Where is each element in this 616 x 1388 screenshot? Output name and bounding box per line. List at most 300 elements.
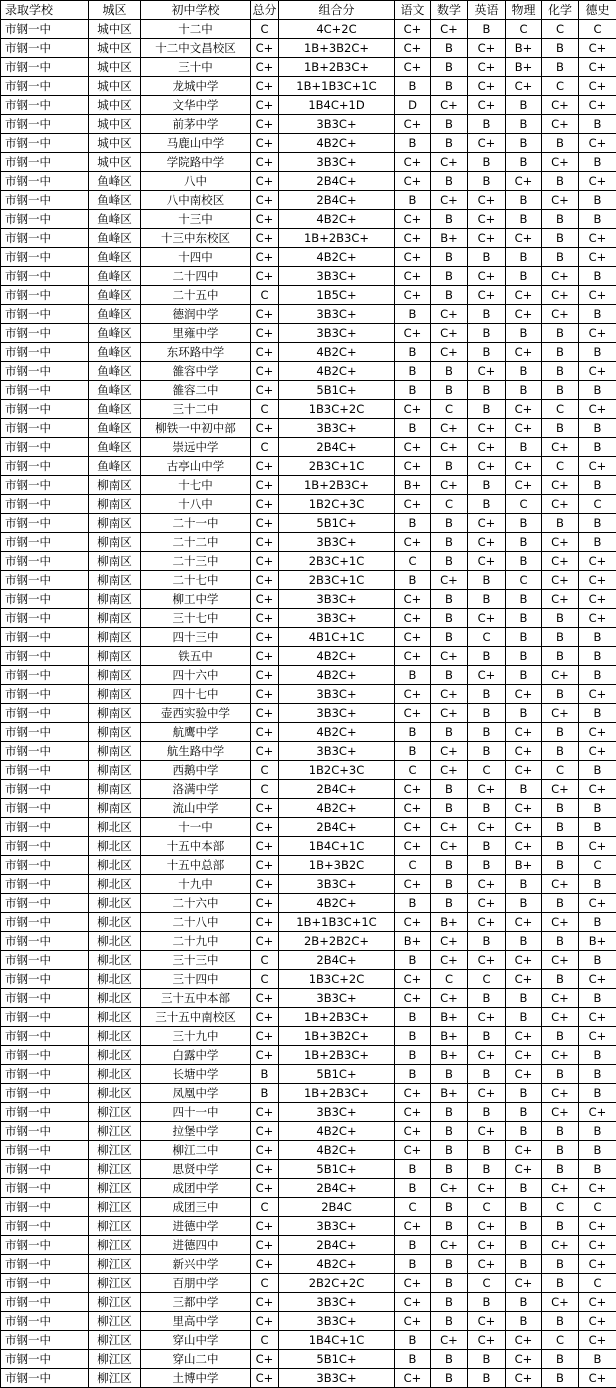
cell-total: C+ bbox=[251, 58, 279, 77]
cell-combined-score: 3B3C+ bbox=[279, 1369, 395, 1388]
cell-middle-school: 文华中学 bbox=[141, 96, 251, 115]
cell-chinese: C+ bbox=[395, 1103, 431, 1122]
cell-district: 柳北区 bbox=[89, 970, 141, 989]
cell-admission-school: 市钢一中 bbox=[1, 1350, 89, 1369]
cell-moral-history: C bbox=[579, 495, 616, 514]
cell-math: B bbox=[431, 1312, 468, 1331]
cell-admission-school: 市钢一中 bbox=[1, 191, 89, 210]
cell-total: C+ bbox=[251, 305, 279, 324]
cell-english: B bbox=[468, 590, 506, 609]
cell-moral-history: C+ bbox=[579, 96, 616, 115]
cell-chemistry: C+ bbox=[542, 286, 579, 305]
cell-combined-score: 1B+3B2C bbox=[279, 856, 395, 875]
cell-middle-school: 四十六中 bbox=[141, 666, 251, 685]
cell-chinese: C bbox=[395, 552, 431, 571]
cell-chinese: B bbox=[395, 1350, 431, 1369]
cell-combined-score: 1B+2B3C+ bbox=[279, 58, 395, 77]
cell-chinese: B bbox=[395, 77, 431, 96]
cell-district: 柳江区 bbox=[89, 1103, 141, 1122]
cell-middle-school: 成团三中 bbox=[141, 1198, 251, 1217]
cell-english: C+ bbox=[468, 818, 506, 837]
cell-total: C+ bbox=[251, 77, 279, 96]
cell-chemistry: B bbox=[542, 381, 579, 400]
cell-combined-score: 4B2C+ bbox=[279, 1141, 395, 1160]
cell-chemistry: B bbox=[542, 723, 579, 742]
cell-middle-school: 百朋中学 bbox=[141, 1274, 251, 1293]
cell-middle-school: 西鹅中学 bbox=[141, 761, 251, 780]
table-row bbox=[1, 609, 616, 628]
cell-admission-school: 市钢一中 bbox=[1, 1065, 89, 1084]
cell-math: C+ bbox=[431, 191, 468, 210]
table-row bbox=[1, 913, 616, 932]
cell-total: B bbox=[251, 1084, 279, 1103]
cell-admission-school: 市钢一中 bbox=[1, 248, 89, 267]
cell-english: C+ bbox=[468, 1179, 506, 1198]
header-admission-school: 录取学校 bbox=[1, 1, 89, 20]
cell-chemistry: B bbox=[542, 1160, 579, 1179]
cell-combined-score: 2B2C+2C bbox=[279, 1274, 395, 1293]
cell-district: 柳江区 bbox=[89, 1293, 141, 1312]
cell-math: C bbox=[431, 400, 468, 419]
cell-total: C+ bbox=[251, 1179, 279, 1198]
cell-english: B bbox=[468, 704, 506, 723]
cell-middle-school: 进德四中 bbox=[141, 1236, 251, 1255]
cell-math: C bbox=[431, 495, 468, 514]
cell-admission-school: 市钢一中 bbox=[1, 1198, 89, 1217]
cell-english: B bbox=[468, 1065, 506, 1084]
cell-combined-score: 3B3C+ bbox=[279, 115, 395, 134]
cell-combined-score: 1B+2B3C+ bbox=[279, 229, 395, 248]
cell-chinese: C+ bbox=[395, 628, 431, 647]
header-physics: 物理 bbox=[506, 1, 542, 20]
table-row bbox=[1, 1046, 616, 1065]
cell-math: B+ bbox=[431, 229, 468, 248]
cell-total: C+ bbox=[251, 229, 279, 248]
cell-admission-school: 市钢一中 bbox=[1, 419, 89, 438]
cell-district: 柳北区 bbox=[89, 1008, 141, 1027]
cell-moral-history: C+ bbox=[579, 1293, 616, 1312]
cell-combined-score: 1B+2B3C+ bbox=[279, 476, 395, 495]
cell-physics: B bbox=[506, 666, 542, 685]
cell-english: C+ bbox=[468, 210, 506, 229]
cell-district: 柳北区 bbox=[89, 1065, 141, 1084]
cell-total: C+ bbox=[251, 685, 279, 704]
cell-english: C+ bbox=[468, 286, 506, 305]
cell-chemistry: C+ bbox=[542, 115, 579, 134]
cell-middle-school: 四十三中 bbox=[141, 628, 251, 647]
cell-total: C+ bbox=[251, 590, 279, 609]
cell-moral-history: B bbox=[579, 951, 616, 970]
cell-district: 柳北区 bbox=[89, 875, 141, 894]
cell-physics: B bbox=[506, 1198, 542, 1217]
cell-moral-history: B bbox=[579, 153, 616, 172]
cell-english: C+ bbox=[468, 134, 506, 153]
cell-middle-school: 十八中 bbox=[141, 495, 251, 514]
cell-combined-score: 2B4C bbox=[279, 1198, 395, 1217]
cell-middle-school: 古亭山中学 bbox=[141, 457, 251, 476]
cell-physics: C+ bbox=[506, 457, 542, 476]
cell-moral-history: B bbox=[579, 704, 616, 723]
cell-physics: B bbox=[506, 153, 542, 172]
cell-physics: B bbox=[506, 875, 542, 894]
cell-math: C+ bbox=[431, 153, 468, 172]
cell-physics: C+ bbox=[506, 1160, 542, 1179]
cell-chemistry: B bbox=[542, 932, 579, 951]
cell-math: B bbox=[431, 1065, 468, 1084]
cell-english: B bbox=[468, 324, 506, 343]
cell-district: 柳江区 bbox=[89, 1331, 141, 1350]
cell-district: 柳北区 bbox=[89, 837, 141, 856]
cell-admission-school: 市钢一中 bbox=[1, 495, 89, 514]
cell-total: C+ bbox=[251, 191, 279, 210]
cell-chinese: C+ bbox=[395, 913, 431, 932]
cell-middle-school: 流山中学 bbox=[141, 799, 251, 818]
cell-total: C bbox=[251, 951, 279, 970]
header-combined-score: 组合分 bbox=[279, 1, 395, 20]
cell-moral-history: B bbox=[579, 1065, 616, 1084]
cell-english: C+ bbox=[468, 229, 506, 248]
cell-chinese: B bbox=[395, 514, 431, 533]
cell-math: C+ bbox=[431, 1179, 468, 1198]
cell-moral-history: C bbox=[579, 1198, 616, 1217]
cell-total: C+ bbox=[251, 115, 279, 134]
cell-combined-score: 1B+1B3C+1C bbox=[279, 913, 395, 932]
cell-english: C+ bbox=[468, 438, 506, 457]
cell-math: B bbox=[431, 552, 468, 571]
cell-total: C+ bbox=[251, 989, 279, 1008]
cell-combined-score: 1B4C+1C bbox=[279, 1331, 395, 1350]
cell-total: C+ bbox=[251, 1122, 279, 1141]
table-row bbox=[1, 381, 616, 400]
cell-district: 柳南区 bbox=[89, 647, 141, 666]
cell-total: C+ bbox=[251, 723, 279, 742]
cell-chinese: B bbox=[395, 723, 431, 742]
table-row bbox=[1, 77, 616, 96]
cell-combined-score: 1B4C+1D bbox=[279, 96, 395, 115]
cell-moral-history: C+ bbox=[579, 571, 616, 590]
cell-district: 柳南区 bbox=[89, 552, 141, 571]
cell-district: 柳江区 bbox=[89, 1141, 141, 1160]
cell-physics: C+ bbox=[506, 951, 542, 970]
cell-english: C+ bbox=[468, 267, 506, 286]
cell-total: C+ bbox=[251, 628, 279, 647]
cell-physics: C+ bbox=[506, 400, 542, 419]
table-row bbox=[1, 704, 616, 723]
cell-chemistry: B bbox=[542, 1274, 579, 1293]
cell-admission-school: 市钢一中 bbox=[1, 1217, 89, 1236]
cell-english: C+ bbox=[468, 514, 506, 533]
cell-combined-score: 3B3C+ bbox=[279, 704, 395, 723]
cell-district: 柳南区 bbox=[89, 514, 141, 533]
cell-math: C+ bbox=[431, 742, 468, 761]
table-row bbox=[1, 362, 616, 381]
cell-admission-school: 市钢一中 bbox=[1, 552, 89, 571]
cell-combined-score: 4B2C+ bbox=[279, 343, 395, 362]
cell-middle-school: 学院路中学 bbox=[141, 153, 251, 172]
cell-moral-history: B+ bbox=[579, 932, 616, 951]
cell-physics: C+ bbox=[506, 1350, 542, 1369]
cell-admission-school: 市钢一中 bbox=[1, 628, 89, 647]
cell-physics: B bbox=[506, 704, 542, 723]
cell-combined-score: 4B2C+ bbox=[279, 666, 395, 685]
cell-district: 鱼峰区 bbox=[89, 210, 141, 229]
cell-moral-history: B bbox=[579, 267, 616, 286]
cell-moral-history: C+ bbox=[579, 324, 616, 343]
cell-math: B bbox=[431, 875, 468, 894]
table-row bbox=[1, 400, 616, 419]
table-row bbox=[1, 875, 616, 894]
cell-middle-school: 航生路中学 bbox=[141, 742, 251, 761]
cell-middle-school: 三十三中 bbox=[141, 951, 251, 970]
cell-middle-school: 崇远中学 bbox=[141, 438, 251, 457]
cell-moral-history: C+ bbox=[579, 609, 616, 628]
cell-middle-school: 壶西实验中学 bbox=[141, 704, 251, 723]
cell-chemistry: B bbox=[542, 856, 579, 875]
cell-english: C+ bbox=[468, 894, 506, 913]
cell-admission-school: 市钢一中 bbox=[1, 305, 89, 324]
table-row bbox=[1, 495, 616, 514]
cell-chemistry: B bbox=[542, 1027, 579, 1046]
cell-chemistry: B bbox=[542, 1217, 579, 1236]
cell-chinese: B bbox=[395, 1027, 431, 1046]
cell-district: 城中区 bbox=[89, 134, 141, 153]
cell-chinese: C+ bbox=[395, 495, 431, 514]
cell-admission-school: 市钢一中 bbox=[1, 1369, 89, 1388]
cell-english: B bbox=[468, 723, 506, 742]
cell-moral-history: C+ bbox=[579, 134, 616, 153]
cell-physics: C+ bbox=[506, 799, 542, 818]
cell-english: C+ bbox=[468, 609, 506, 628]
cell-middle-school: 白露中学 bbox=[141, 1046, 251, 1065]
cell-district: 鱼峰区 bbox=[89, 267, 141, 286]
cell-math: B bbox=[431, 894, 468, 913]
cell-english: B bbox=[468, 20, 506, 39]
cell-english: C+ bbox=[468, 362, 506, 381]
cell-middle-school: 三十五中南校区 bbox=[141, 1008, 251, 1027]
cell-admission-school: 市钢一中 bbox=[1, 115, 89, 134]
cell-total: C+ bbox=[251, 1141, 279, 1160]
cell-moral-history: B bbox=[579, 343, 616, 362]
cell-moral-history: B bbox=[579, 1046, 616, 1065]
cell-moral-history: C+ bbox=[579, 685, 616, 704]
cell-physics: B bbox=[506, 514, 542, 533]
cell-district: 柳北区 bbox=[89, 989, 141, 1008]
cell-chemistry: C+ bbox=[542, 780, 579, 799]
table-row bbox=[1, 1312, 616, 1331]
table-row bbox=[1, 248, 616, 267]
cell-math: C+ bbox=[431, 989, 468, 1008]
table-row bbox=[1, 647, 616, 666]
cell-english: B bbox=[468, 571, 506, 590]
cell-chemistry: B bbox=[542, 1350, 579, 1369]
cell-admission-school: 市钢一中 bbox=[1, 1122, 89, 1141]
cell-english: C+ bbox=[468, 39, 506, 58]
cell-middle-school: 四十一中 bbox=[141, 1103, 251, 1122]
cell-math: C+ bbox=[431, 343, 468, 362]
cell-combined-score: 5B1C+ bbox=[279, 381, 395, 400]
cell-chemistry: C+ bbox=[542, 533, 579, 552]
cell-middle-school: 二十七中 bbox=[141, 571, 251, 590]
cell-chemistry: B bbox=[542, 628, 579, 647]
cell-physics: C+ bbox=[506, 172, 542, 191]
cell-district: 柳江区 bbox=[89, 1350, 141, 1369]
cell-combined-score: 1B+3B2C+ bbox=[279, 1027, 395, 1046]
cell-admission-school: 市钢一中 bbox=[1, 894, 89, 913]
cell-district: 柳南区 bbox=[89, 742, 141, 761]
table-row bbox=[1, 1160, 616, 1179]
cell-physics: B bbox=[506, 1293, 542, 1312]
cell-chemistry: B bbox=[542, 343, 579, 362]
table-row bbox=[1, 153, 616, 172]
cell-middle-school: 四十七中 bbox=[141, 685, 251, 704]
cell-chemistry: B bbox=[542, 172, 579, 191]
cell-total: C+ bbox=[251, 894, 279, 913]
cell-middle-school: 十五中总部 bbox=[141, 856, 251, 875]
cell-middle-school: 穿山中学 bbox=[141, 1331, 251, 1350]
cell-math: B bbox=[431, 381, 468, 400]
cell-admission-school: 市钢一中 bbox=[1, 210, 89, 229]
cell-combined-score: 2B4C+ bbox=[279, 818, 395, 837]
cell-physics: B bbox=[506, 780, 542, 799]
cell-admission-school: 市钢一中 bbox=[1, 153, 89, 172]
table-row bbox=[1, 837, 616, 856]
cell-chemistry: C bbox=[542, 1331, 579, 1350]
cell-middle-school: 二十五中 bbox=[141, 286, 251, 305]
cell-chinese: C+ bbox=[395, 799, 431, 818]
cell-middle-school: 十二中 bbox=[141, 20, 251, 39]
cell-district: 柳南区 bbox=[89, 571, 141, 590]
cell-middle-school: 八中南校区 bbox=[141, 191, 251, 210]
table-row bbox=[1, 571, 616, 590]
cell-district: 柳北区 bbox=[89, 1046, 141, 1065]
cell-admission-school: 市钢一中 bbox=[1, 647, 89, 666]
table-row bbox=[1, 305, 616, 324]
cell-total: C+ bbox=[251, 742, 279, 761]
cell-combined-score: 1B+2B3C+ bbox=[279, 1008, 395, 1027]
cell-physics: B bbox=[506, 989, 542, 1008]
cell-moral-history: B bbox=[579, 1141, 616, 1160]
cell-physics: B bbox=[506, 324, 542, 343]
cell-total: C+ bbox=[251, 552, 279, 571]
cell-moral-history: B bbox=[579, 305, 616, 324]
cell-admission-school: 市钢一中 bbox=[1, 343, 89, 362]
cell-middle-school: 三都中学 bbox=[141, 1293, 251, 1312]
cell-chemistry: C bbox=[542, 457, 579, 476]
cell-middle-school: 三十四中 bbox=[141, 970, 251, 989]
cell-physics: C+ bbox=[506, 761, 542, 780]
cell-admission-school: 市钢一中 bbox=[1, 1312, 89, 1331]
table-row bbox=[1, 1274, 616, 1293]
table-row bbox=[1, 1122, 616, 1141]
cell-combined-score: 2B4C+ bbox=[279, 438, 395, 457]
cell-admission-school: 市钢一中 bbox=[1, 818, 89, 837]
cell-district: 柳南区 bbox=[89, 704, 141, 723]
cell-total: C+ bbox=[251, 1027, 279, 1046]
cell-total: C+ bbox=[251, 932, 279, 951]
cell-total: C+ bbox=[251, 913, 279, 932]
cell-moral-history: B bbox=[579, 514, 616, 533]
cell-math: C bbox=[431, 970, 468, 989]
cell-moral-history: C+ bbox=[579, 1236, 616, 1255]
cell-math: C+ bbox=[431, 685, 468, 704]
cell-total: C+ bbox=[251, 1008, 279, 1027]
cell-district: 鱼峰区 bbox=[89, 248, 141, 267]
cell-english: C+ bbox=[468, 875, 506, 894]
cell-chinese: C+ bbox=[395, 533, 431, 552]
cell-combined-score: 3B3C+ bbox=[279, 1103, 395, 1122]
cell-english: B bbox=[468, 989, 506, 1008]
cell-chinese: C+ bbox=[395, 704, 431, 723]
cell-moral-history: B bbox=[579, 533, 616, 552]
cell-combined-score: 5B1C+ bbox=[279, 1160, 395, 1179]
cell-middle-school: 二十二中 bbox=[141, 533, 251, 552]
cell-moral-history: B bbox=[579, 818, 616, 837]
cell-chinese: C+ bbox=[395, 970, 431, 989]
cell-admission-school: 市钢一中 bbox=[1, 1255, 89, 1274]
cell-physics: C+ bbox=[506, 1369, 542, 1388]
cell-combined-score: 3B3C+ bbox=[279, 1312, 395, 1331]
cell-admission-school: 市钢一中 bbox=[1, 1084, 89, 1103]
cell-moral-history: B bbox=[579, 381, 616, 400]
cell-chinese: B bbox=[395, 343, 431, 362]
cell-total: C+ bbox=[251, 609, 279, 628]
cell-physics: B bbox=[506, 1008, 542, 1027]
table-row bbox=[1, 780, 616, 799]
cell-total: C+ bbox=[251, 343, 279, 362]
cell-moral-history: C+ bbox=[579, 58, 616, 77]
cell-combined-score: 3B3C+ bbox=[279, 324, 395, 343]
cell-total: C+ bbox=[251, 818, 279, 837]
table-row bbox=[1, 856, 616, 875]
cell-chemistry: C+ bbox=[542, 267, 579, 286]
cell-combined-score: 4B2C+ bbox=[279, 1255, 395, 1274]
table-row bbox=[1, 514, 616, 533]
cell-moral-history: B bbox=[579, 1160, 616, 1179]
cell-math: B bbox=[431, 267, 468, 286]
cell-total: C bbox=[251, 1274, 279, 1293]
cell-chemistry: B bbox=[542, 362, 579, 381]
cell-math: B bbox=[431, 723, 468, 742]
cell-math: C+ bbox=[431, 837, 468, 856]
cell-chemistry: C+ bbox=[542, 1236, 579, 1255]
cell-total: C+ bbox=[251, 1255, 279, 1274]
cell-english: B bbox=[468, 172, 506, 191]
cell-district: 柳南区 bbox=[89, 476, 141, 495]
cell-moral-history: C+ bbox=[579, 77, 616, 96]
cell-total: C+ bbox=[251, 419, 279, 438]
cell-physics: C+ bbox=[506, 742, 542, 761]
cell-middle-school: 思贤中学 bbox=[141, 1160, 251, 1179]
cell-english: B bbox=[468, 476, 506, 495]
cell-middle-school: 洛满中学 bbox=[141, 780, 251, 799]
cell-admission-school: 市钢一中 bbox=[1, 875, 89, 894]
cell-total: C+ bbox=[251, 39, 279, 58]
cell-physics: B bbox=[506, 647, 542, 666]
cell-chinese: C+ bbox=[395, 609, 431, 628]
cell-chinese: B bbox=[395, 191, 431, 210]
cell-district: 柳江区 bbox=[89, 1160, 141, 1179]
cell-admission-school: 市钢一中 bbox=[1, 400, 89, 419]
cell-admission-school: 市钢一中 bbox=[1, 1236, 89, 1255]
cell-chinese: C+ bbox=[395, 267, 431, 286]
cell-physics: C+ bbox=[506, 1331, 542, 1350]
cell-admission-school: 市钢一中 bbox=[1, 780, 89, 799]
cell-admission-school: 市钢一中 bbox=[1, 837, 89, 856]
table-row bbox=[1, 1217, 616, 1236]
cell-chinese: C+ bbox=[395, 875, 431, 894]
cell-district: 柳江区 bbox=[89, 1236, 141, 1255]
cell-moral-history: C+ bbox=[579, 723, 616, 742]
